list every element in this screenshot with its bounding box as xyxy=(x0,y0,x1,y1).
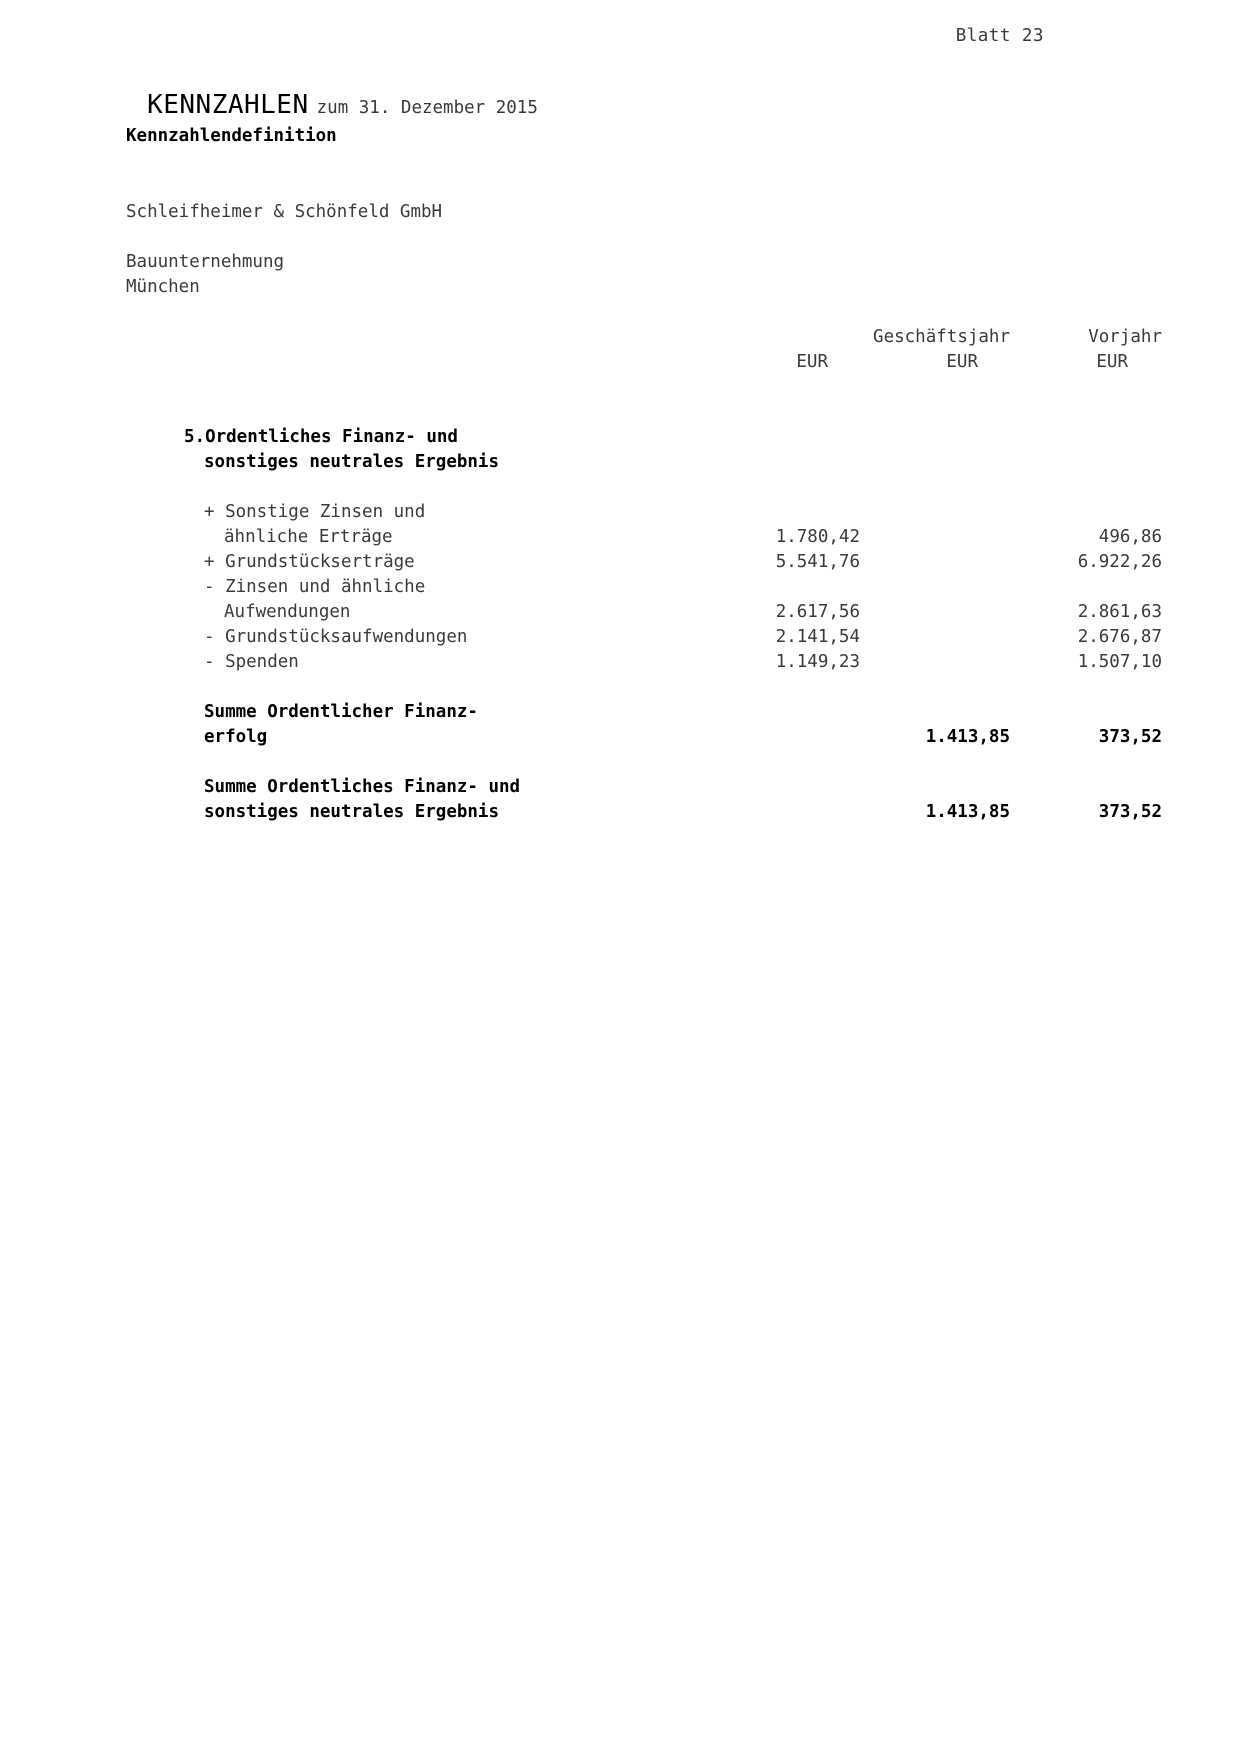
section-label: Kennzahlendefinition xyxy=(126,126,337,146)
city: München xyxy=(126,277,200,297)
section-heading-line2: sonstiges neutrales Ergebnis xyxy=(204,452,500,472)
table-row-label: - Spenden xyxy=(204,652,299,672)
header-geschaeftsjahr: Geschäftsjahr xyxy=(873,327,1010,347)
summary-label-cont: sonstiges neutrales Ergebnis xyxy=(204,802,500,822)
summary-prior: 373,52 xyxy=(1098,802,1162,822)
table-row-prior: 1.507,10 xyxy=(1077,652,1162,672)
table-row-detail: 2.141,54 xyxy=(775,627,860,647)
company-name: Schleifheimer & Schönfeld GmbH xyxy=(126,202,443,222)
summary-label: Summe Ordentlicher Finanz- xyxy=(204,702,478,722)
summary-label: Summe Ordentliches Finanz- und xyxy=(204,777,521,797)
table-row-label: + Grundstückserträge xyxy=(204,552,415,572)
summary-current: 1.413,85 xyxy=(925,727,1010,747)
table-row-label: - Zinsen und ähnliche xyxy=(204,577,426,597)
summary-label-cont: erfolg xyxy=(204,727,268,747)
table-row-detail: 1.149,23 xyxy=(775,652,860,672)
table-row-prior: 2.676,87 xyxy=(1077,627,1162,647)
summary-current: 1.413,85 xyxy=(925,802,1010,822)
table-row-prior: 2.861,63 xyxy=(1077,602,1162,622)
table-row-detail: 1.780,42 xyxy=(775,527,860,547)
summary-prior: 373,52 xyxy=(1098,727,1162,747)
section-heading-line1: 5.Ordentliches Finanz- und xyxy=(184,427,458,447)
table-row-detail: 2.617,56 xyxy=(775,602,860,622)
header-currency-prior: EUR xyxy=(1096,352,1128,372)
table-row-label-cont: Aufwendungen xyxy=(224,602,351,622)
table-row-label: - Grundstücksaufwendungen xyxy=(204,627,468,647)
page-title xyxy=(126,68,538,121)
title-main: KENNZAHLEN xyxy=(147,90,309,120)
table-row-detail: 5.541,76 xyxy=(775,552,860,572)
page-number: Blatt 23 xyxy=(955,26,1044,46)
table-row-label-cont: ähnliche Erträge xyxy=(224,527,393,547)
header-currency-detail: EUR xyxy=(796,352,828,372)
header-currency-current: EUR xyxy=(946,352,978,372)
table-row-prior: 6.922,26 xyxy=(1077,552,1162,572)
table-row-label: + Sonstige Zinsen und xyxy=(204,502,426,522)
table-row-prior: 496,86 xyxy=(1098,527,1162,547)
header-vorjahr: Vorjahr xyxy=(1088,327,1162,347)
business-type: Bauunternehmung xyxy=(126,252,285,272)
title-subtitle: zum 31. Dezember 2015 xyxy=(316,98,538,118)
